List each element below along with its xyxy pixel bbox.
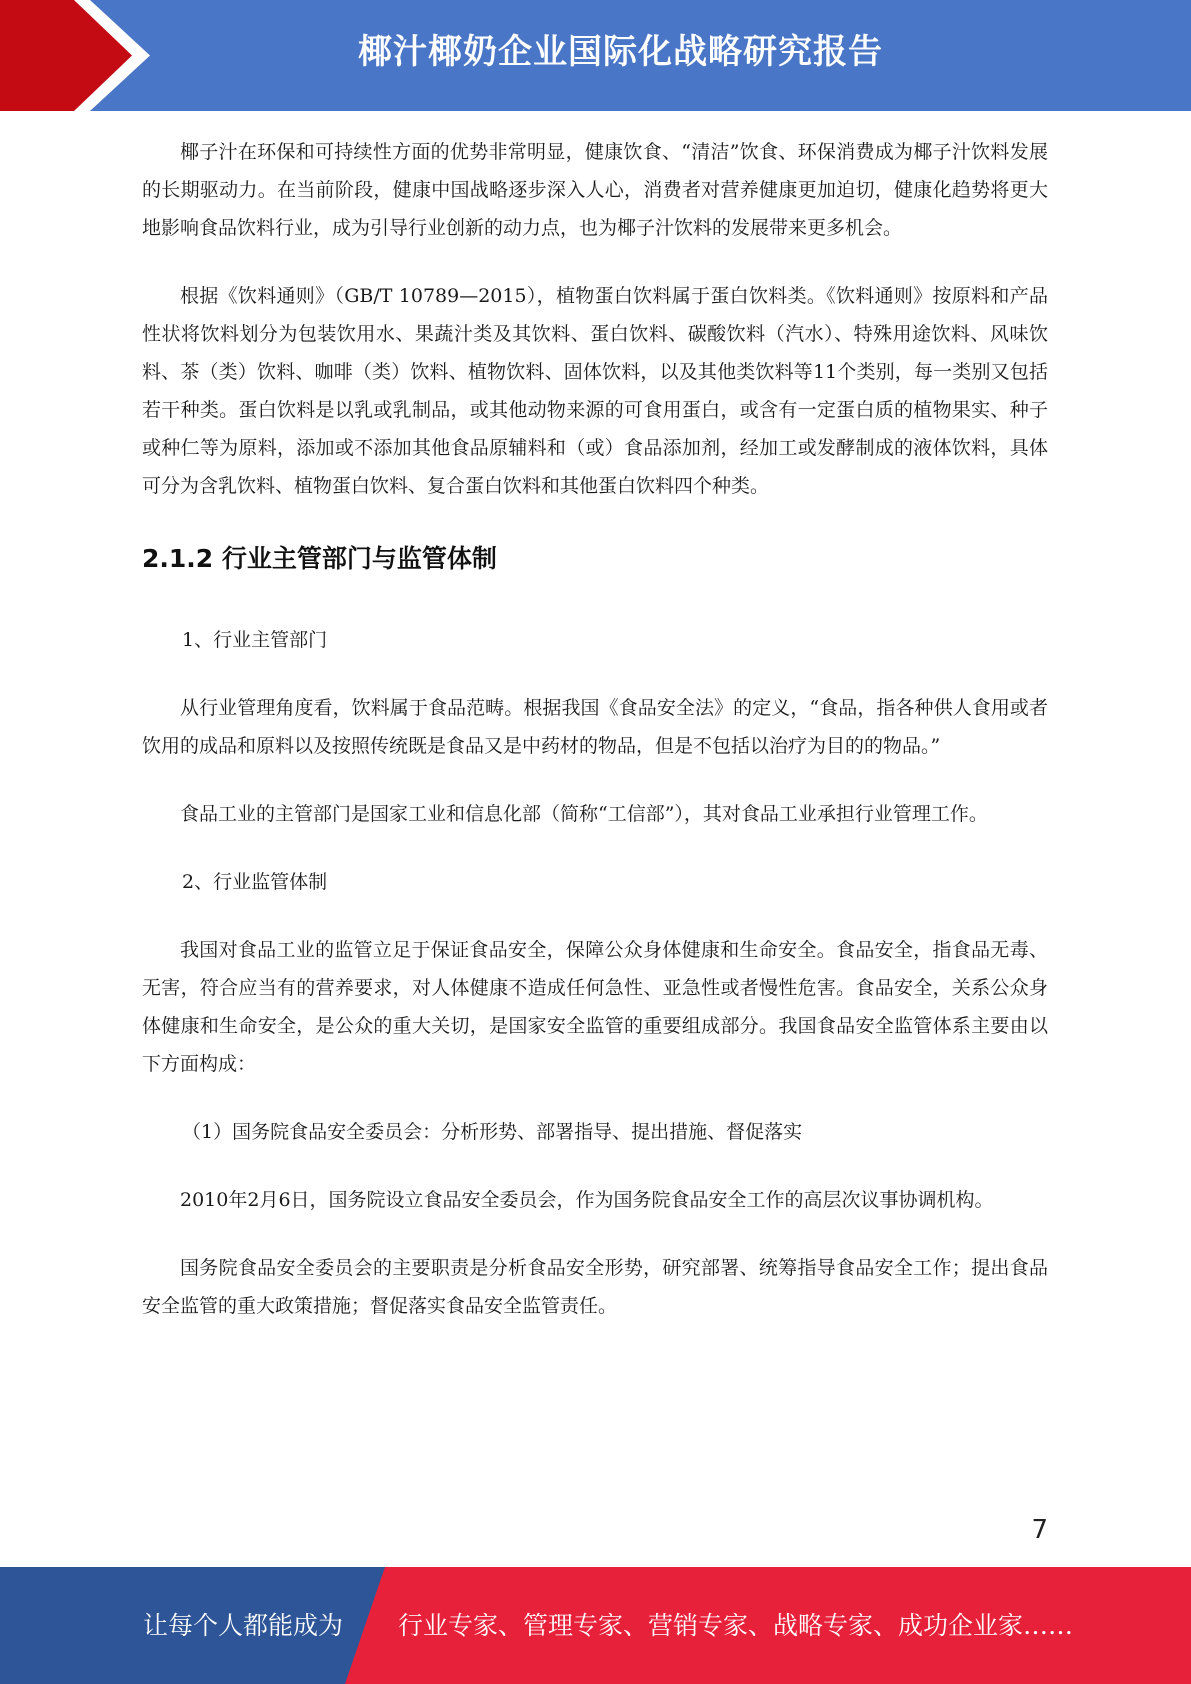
- subheading-state-council: （1）国务院食品安全委员会：分析形势、部署指导、提出措施、督促落实: [182, 1121, 803, 1143]
- paragraph-miit: 食品工业的主管部门是国家工业和信息化部（简称“工信部”），其对食品工业承担行业管理工作。: [180, 803, 988, 825]
- footer-slogan-left: 让每个人都能成为: [143, 1611, 344, 1640]
- paragraph-beverage-standard: 根据《饮料通则》（GB/T 10789—2015），植物蛋白饮料属于蛋白饮料类。《饮料通则》按原料和产品性状将饮料划分为包装饮用水、果蔬汁类及其饮料、蛋白饮料、碳酸饮料（汽水）、特殊用途饮料、风味饮料、茶（类）饮料、咖啡（类）饮料、植物饮料、固体饮料，以及其他类饮料等11个类别，每一类别又包括若干种类。蛋白饮料是以乳或乳制品，或其他动物来源的可食用蛋白，或含有一定蛋白质的植物果实、种子或种仁等为原料，添加或不添加其他食品原辅料和（或）食品添加剂，经加工或发酵制成的液体饮料，具体可分为含乳饮料、植物蛋白饮料、复合蛋白饮料和其他蛋白饮料四个种类。: [142, 285, 1048, 497]
- report-title: 椰汁椰奶企业国际化战略研究报告: [358, 32, 883, 72]
- footer-slogan-right: 行业专家、管理专家、营销专家、战略专家、成功企业家……: [398, 1611, 1074, 1640]
- paragraph-food-safety: 我国对食品工业的监管立足于保证食品安全，保障公众身体健康和生命安全。食品安全，指食品无毒、无害，符合应当有的营养要求，对人体健康不造成任何急性、亚急性或者慢性危害。食品安全，关系公众身体健康和生命安全，是公众的重大关切，是国家安全监管的重要组成部分。我国食品安全监管体系主要由以下方面构成：: [142, 939, 1048, 1075]
- header-banner: [0, 0, 1191, 111]
- section-heading: 2.1.2 行业主管部门与监管体制: [142, 544, 497, 573]
- subheading-regulation: 2、行业监管体制: [182, 871, 328, 893]
- footer-banner: [0, 1567, 1191, 1684]
- paragraph-coconut-advantages: 椰子汁在环保和可持续性方面的优势非常明显，健康饮食、“清洁”饮食、环保消费成为椰子汁饮料发展的长期驱动力。在当前阶段，健康中国战略逐步深入人心，消费者对营养健康更加迫切，健康化趋势将更大地影响食品饮料行业，成为引导行业创新的动力点，也为椰子汁饮料的发展带来更多机会。: [142, 141, 1048, 239]
- subheading-authority: 1、行业主管部门: [182, 629, 328, 651]
- page-number: 7: [1031, 1515, 1048, 1545]
- paragraph-committee-duties: 国务院食品安全委员会的主要职责是分析食品安全形势，研究部署、统筹指导食品安全工作；提出食品安全监管的重大政策措施；督促落实食品安全监管责任。: [142, 1257, 1048, 1317]
- paragraph-food-definition: 从行业管理角度看，饮料属于食品范畴。根据我国《食品安全法》的定义，“食品，指各种供人食用或者饮用的成品和原料以及按照传统既是食品又是中药材的物品，但是不包括以治疗为目的的物品。”: [142, 697, 1048, 757]
- page-body: [142, 133, 1048, 1325]
- paragraph-committee-founded: 2010年2月6日，国务院设立食品安全委员会，作为国务院食品安全工作的高层次议事协调机构。: [180, 1189, 994, 1211]
